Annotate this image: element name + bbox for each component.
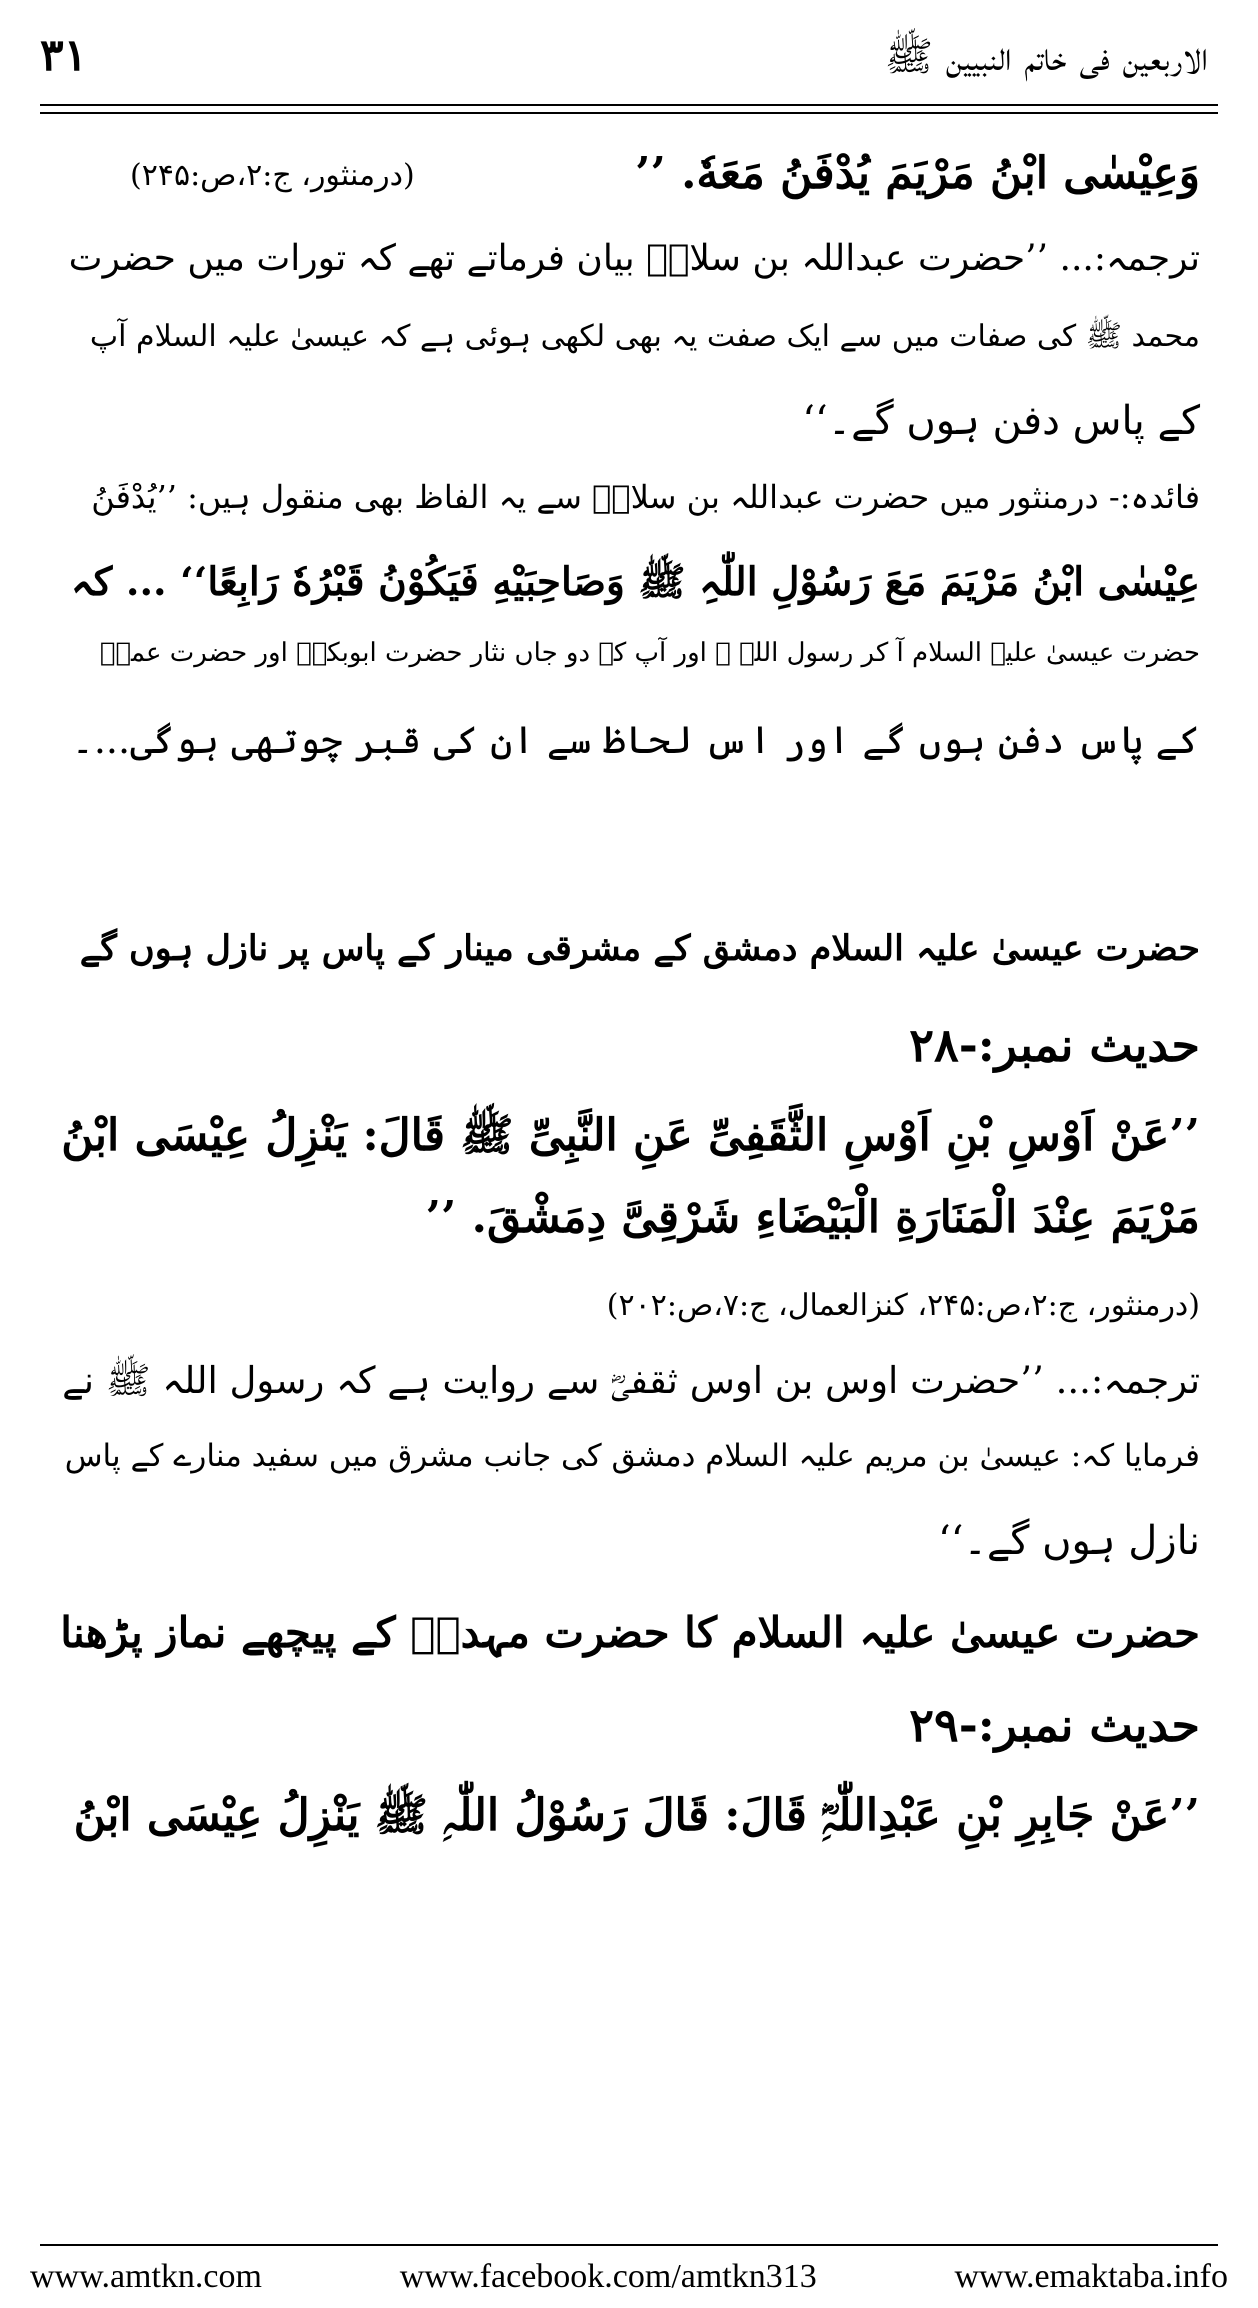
page-content <box>60 120 1200 2260</box>
translation-line: ترجمہ:... ’’حضرت عبداللہ بن سلامؓ بیان فرماتے تھے کہ تورات میں حضرت <box>68 238 1200 279</box>
section-heading: حضرت عیسیٰ علیہ السلام دمشق کے مشرقی مینار کے پاس پر نازل ہوں گے <box>79 928 1200 969</box>
page-number: ۳۱ <box>40 30 88 81</box>
translation-line: محمد ﷺ کی صفات میں سے ایک صفت یہ بھی لکھی ہوئی ہے کہ عیسیٰ علیہ السلام آپ <box>89 319 1200 354</box>
page-footer <box>30 2258 1228 2298</box>
page-header <box>40 20 1218 100</box>
benefit-line: کے پاس دفن ہوں گے اور اس لحاظ سے ان کی قبر چوتھی ہوگی...۔ <box>71 718 1200 762</box>
footer-link-emaktaba[interactable]: www.emaktaba.info <box>954 2258 1228 2295</box>
footer-link-amtkn[interactable]: www.amtkn.com <box>30 2258 262 2295</box>
translation-line: ترجمہ:... ’’حضرت اوس بن اوس ثقفیؓ سے روایت ہے کہ رسول اللہ ﷺ نے <box>62 1359 1200 1402</box>
section-heading: حضرت عیسیٰ علیہ السلام کا حضرت مہدیؓ کے پیچھے نماز پڑھنا <box>60 1608 1200 1657</box>
translation-line: کے پاس دفن ہوں گے۔‘‘ <box>802 398 1200 444</box>
footer-divider <box>40 2244 1218 2246</box>
reference-citation: (درمنثور، ج:۲،ص:۲۴۵) <box>130 158 415 193</box>
header-divider <box>40 104 1218 114</box>
hadith-number: حدیث نمبر:-۲۹ <box>909 1698 1200 1752</box>
footer-link-facebook[interactable]: www.facebook.com/amtkn313 <box>399 2258 817 2295</box>
arabic-text-line: عِیْسٰی ابْنُ مَرْیَمَ مَعَ رَسُوْلِ اللّٰہِ ﷺ وَصَاحِبَیْهِ فَیَکُوْنُ قَبْرُهٗ رَابِعًا‘‘ ... کہ <box>70 559 1200 605</box>
reference-citation: (درمنثور، ج:۲،ص:۲۴۵، کنزالعمال، ج:۷،ص:۲۰۲) <box>606 1288 1200 1323</box>
arabic-text-line: ’’عَنْ اَوْسِ بْنِ اَوْسِ الثَّقَفِیِّ عَنِ النَّبِیِّ ﷺ قَالَ: یَنْزِلُ عِیْسَی ابْنُ <box>61 1110 1200 1161</box>
book-title: الاربعین فی خاتم النبیین ﷺ <box>884 34 1208 80</box>
arabic-text-line: ’’عَنْ جَابِرِ بْنِ عَبْدِاللّٰہِؓ قَالَ: قَالَ رَسُوْلُ اللّٰہِ ﷺ یَنْزِلُ عِیْسَی ابْنُ <box>73 1790 1200 1841</box>
arabic-text-line: مَرْیَمَ عِنْدَ الْمَنَارَةِ الْبَیْضَاءِ شَرْقِیَّ دِمَشْقَ. ’’ <box>425 1192 1200 1243</box>
benefit-line: حضرت عیسیٰ علیہ السلام آ کر رسول اللہ ﷺ اور آپ کے دو جاں نثار حضرت ابوبکرؓ اور حضرت عمرؓ <box>99 638 1200 668</box>
arabic-text-line: وَعِیْسٰی ابْنُ مَرْیَمَ یُدْفَنُ مَعَهٗ. ’’ <box>635 148 1200 199</box>
hadith-number: حدیث نمبر:-۲۸ <box>909 1018 1200 1072</box>
translation-line: نازل ہوں گے۔‘‘ <box>938 1518 1200 1564</box>
benefit-line: فائدہ:- درمنثور میں حضرت عبداللہ بن سلامؓ سے یہ الفاظ بھی منقول ہیں: ’’یُدْفَنُ <box>91 478 1200 516</box>
translation-line: فرمایا کہ: عیسیٰ بن مریم علیہ السلام دمشق کی جانب مشرق میں سفید منارے کے پاس <box>64 1438 1200 1474</box>
